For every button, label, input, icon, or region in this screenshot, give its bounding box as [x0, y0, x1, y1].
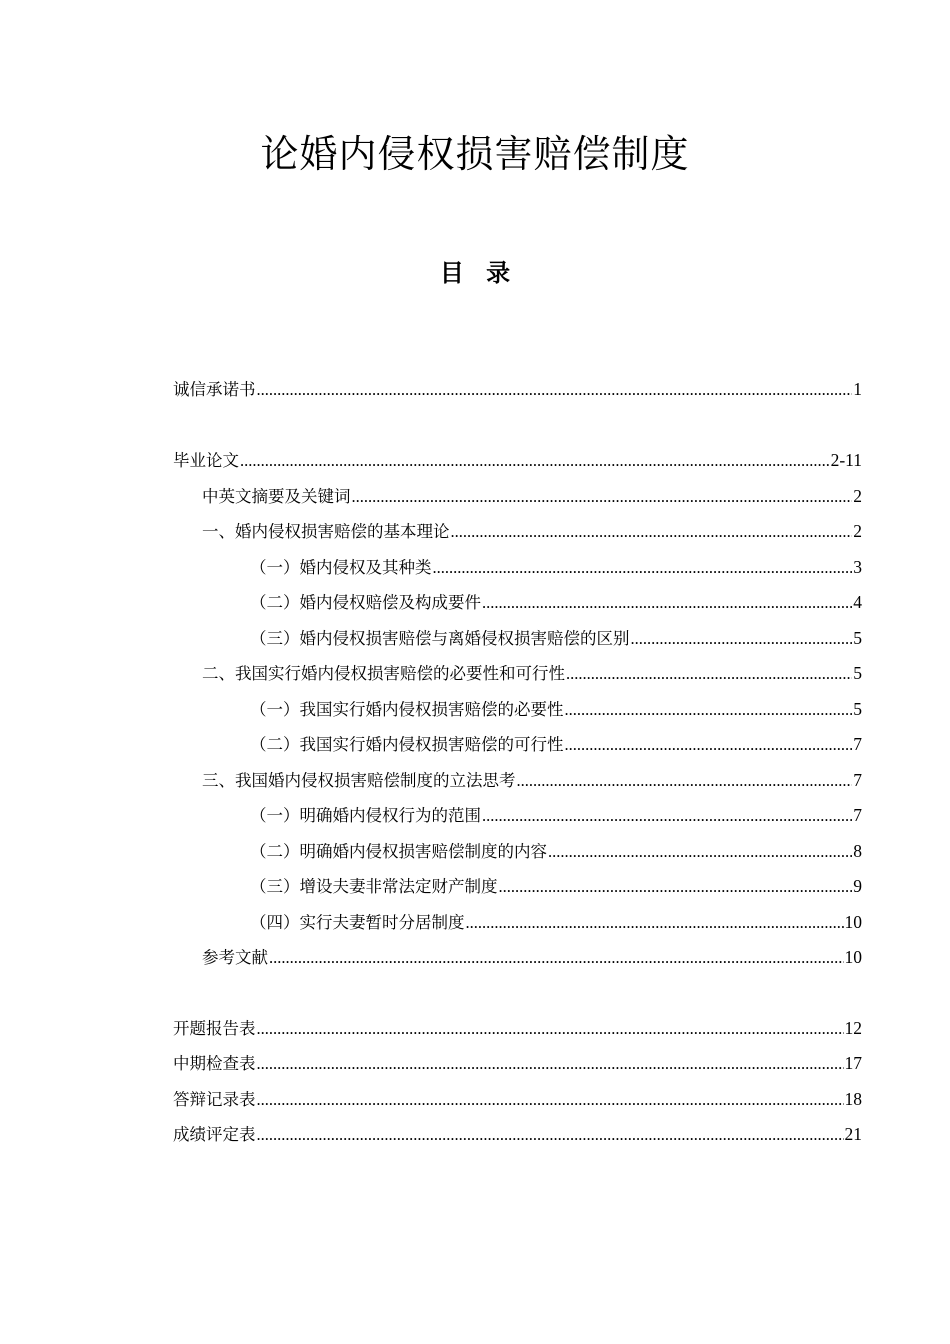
toc-entry-label: 中英文摘要及关键词: [202, 487, 351, 506]
toc-entry-label: （三）增设夫妻非常法定财产制度: [250, 877, 498, 896]
toc-entry-page: 5: [853, 628, 862, 648]
toc-heading: 目 录: [439, 259, 511, 287]
toc-leader-dots: [257, 1088, 844, 1112]
toc-entry-defense[interactable]: [173, 1087, 862, 1111]
toc-entry-references[interactable]: [202, 945, 862, 969]
toc-entry-label: （二）明确婚内侵权损害赔偿制度的内容: [250, 842, 547, 861]
toc-entry-label: 三、我国婚内侵权损害赔偿制度的立法思考: [202, 771, 516, 790]
toc-entry-label: （二）婚内侵权赔偿及构成要件: [250, 593, 481, 612]
toc-entry-page: 2-11: [830, 450, 862, 470]
toc-entry-page: 2: [853, 486, 862, 506]
toc-entry-page: 18: [844, 1089, 862, 1109]
toc-entry-label: 诚信承诺书: [173, 380, 256, 399]
toc-leader-dots: [482, 804, 852, 828]
toc-entry-page: 17: [844, 1053, 862, 1073]
toc-leader-dots: [565, 698, 853, 722]
toc-entry-page: 4: [853, 592, 862, 612]
toc-entry-page: 7: [853, 734, 862, 754]
toc-leader-dots: [631, 627, 853, 651]
toc-entry-grading[interactable]: [173, 1122, 862, 1146]
toc-entry-page: 21: [844, 1124, 862, 1144]
toc-leader-dots: [451, 520, 853, 544]
toc-entry-page: 5: [853, 663, 862, 683]
toc-leader-dots: [352, 485, 853, 509]
toc-leader-dots: [269, 946, 844, 970]
toc-entry-label: 中期检查表: [173, 1054, 256, 1073]
toc-leader-dots: [499, 875, 853, 899]
toc-entry-section-1[interactable]: [202, 519, 862, 543]
toc-entry-section-2[interactable]: [202, 661, 862, 685]
toc-entry-section-1-2[interactable]: [250, 590, 862, 614]
toc-entry-page: 10: [844, 912, 862, 932]
document-title: 论婚内侵权损害赔偿制度: [260, 132, 690, 176]
toc-entry-label: 毕业论文: [173, 451, 239, 470]
toc-leader-dots: [548, 840, 852, 864]
toc-entry-label: （四）实行夫妻暂时分居制度: [250, 913, 465, 932]
toc-entry-section-2-2[interactable]: [250, 732, 862, 756]
toc-entry-section-3-3[interactable]: [250, 874, 862, 898]
toc-entry-section-3-2[interactable]: [250, 839, 862, 863]
toc-entry-section-2-1[interactable]: [250, 697, 862, 721]
toc-entry-label: （一）明确婚内侵权行为的范围: [250, 806, 481, 825]
toc-entry-integrity[interactable]: [173, 377, 862, 401]
toc-entry-label: 成绩评定表: [173, 1125, 256, 1144]
toc-entry-page: 10: [844, 947, 862, 967]
toc-entry-section-3[interactable]: [202, 768, 862, 792]
toc-entry-page: 1: [853, 379, 862, 399]
toc-leader-dots: [257, 1017, 844, 1041]
toc-entry-midterm[interactable]: [173, 1051, 862, 1075]
toc-leader-dots: [566, 662, 852, 686]
toc-entry-section-1-3[interactable]: [250, 626, 862, 650]
toc-entry-page: 7: [853, 805, 862, 825]
toc-entry-abstract[interactable]: [202, 484, 862, 508]
toc-entry-label: 一、婚内侵权损害赔偿的基本理论: [202, 522, 450, 541]
toc-entry-thesis[interactable]: [173, 448, 862, 472]
toc-entry-page: 7: [853, 770, 862, 790]
toc-entry-page: 8: [853, 841, 862, 861]
toc-entry-page: 12: [844, 1018, 862, 1038]
toc-entry-label: （一）婚内侵权及其种类: [250, 558, 432, 577]
toc-entry-page: 9: [853, 876, 862, 896]
toc-entry-label: （一）我国实行婚内侵权损害赔偿的必要性: [250, 700, 564, 719]
toc-leader-dots: [433, 556, 853, 580]
toc-entry-label: 二、我国实行婚内侵权损害赔偿的必要性和可行性: [202, 664, 565, 683]
toc-entry-label: （三）婚内侵权损害赔偿与离婚侵权损害赔偿的区别: [250, 629, 630, 648]
toc-entry-label: 答辩记录表: [173, 1090, 256, 1109]
toc-entry-page: 5: [853, 699, 862, 719]
toc-entry-page: 3: [853, 557, 862, 577]
toc-leader-dots: [257, 1123, 844, 1147]
toc-entry-section-3-1[interactable]: [250, 803, 862, 827]
toc-entry-label: （二）我国实行婚内侵权损害赔偿的可行性: [250, 735, 564, 754]
toc-leader-dots: [517, 769, 853, 793]
toc-leader-dots: [240, 449, 830, 473]
toc-entry-proposal[interactable]: [173, 1016, 862, 1040]
toc-entry-section-3-4[interactable]: [250, 910, 862, 934]
toc-leader-dots: [565, 733, 853, 757]
toc-entry-label: 开题报告表: [173, 1019, 256, 1038]
toc-leader-dots: [257, 378, 853, 402]
toc-entry-page: 2: [853, 521, 862, 541]
toc-entry-label: 参考文献: [202, 948, 268, 967]
toc-leader-dots: [482, 591, 852, 615]
toc-leader-dots: [257, 1052, 844, 1076]
toc-entry-section-1-1[interactable]: [250, 555, 862, 579]
toc-leader-dots: [466, 911, 844, 935]
